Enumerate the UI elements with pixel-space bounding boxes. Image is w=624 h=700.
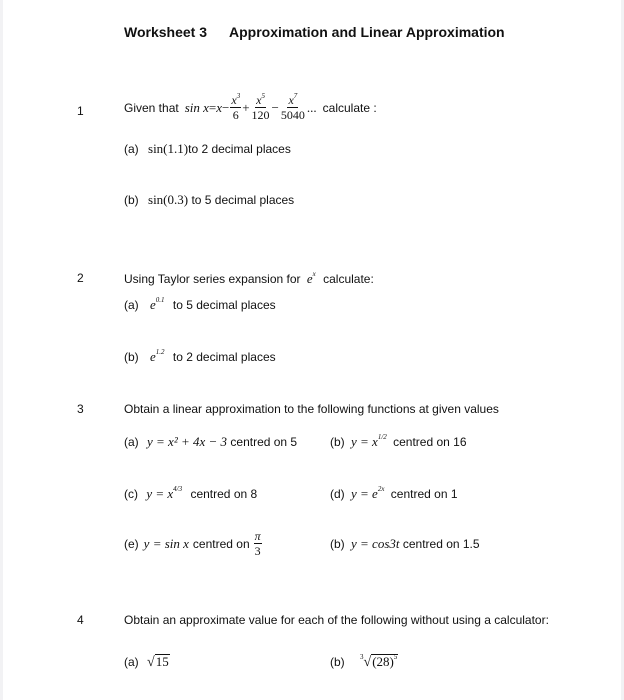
q2-part-a-base: e bbox=[150, 297, 156, 312]
q1-prompt-prefix: Given that bbox=[124, 101, 179, 115]
q4-part-a bbox=[124, 654, 170, 671]
q3-part-b-text: centred on 16 bbox=[393, 435, 467, 449]
q3-part-b-first bbox=[330, 434, 467, 450]
question-1-number: 1 bbox=[77, 104, 84, 118]
worksheet-label: Worksheet 3 bbox=[124, 24, 207, 40]
q2-prompt-suffix: calculate: bbox=[323, 272, 374, 286]
q2-part-a-label: (a) bbox=[124, 298, 139, 312]
question-3-prompt: Obtain a linear approximation to the following functions at given values bbox=[124, 402, 499, 416]
q1-part-b-text: to 5 decimal places bbox=[191, 193, 295, 207]
q1-part-b-label: (b) bbox=[124, 193, 139, 207]
question-3-number: 3 bbox=[77, 402, 84, 416]
question-4-prompt: Obtain an approximate value for each of the following without using a calculator: bbox=[124, 613, 549, 627]
question-2-number: 2 bbox=[77, 271, 84, 285]
q1-formula-minus-1: − bbox=[222, 100, 230, 115]
q3-part-c-exponent: 4/3 bbox=[173, 485, 183, 493]
question-4-number: 4 bbox=[77, 613, 84, 627]
q4-part-a-radicand: 15 bbox=[155, 654, 169, 669]
q3-part-b-exponent: 1/2 bbox=[377, 433, 387, 441]
q2-base-exp: x bbox=[312, 270, 316, 278]
q1-term-x5-over-120: $\frac{x^5}{120}$ bbox=[251, 92, 270, 122]
q3-part-d-exponent: 2x bbox=[377, 485, 385, 493]
q3-part-e bbox=[124, 526, 263, 562]
q3-part-d bbox=[330, 486, 458, 502]
q2-prompt-prefix: Using Taylor series expansion for bbox=[124, 272, 301, 286]
q3-part-c-label: (c) bbox=[124, 487, 138, 501]
q1-formula-x: x bbox=[216, 100, 223, 115]
q3-part-b-second bbox=[330, 536, 480, 552]
q3-part-a-expr: y = x² + 4x − 3 bbox=[147, 434, 228, 449]
q4-part-a-radical-sign: √ bbox=[147, 655, 155, 670]
q3-part-e-fraction: $\frac{\pi}{3}$ bbox=[254, 529, 261, 558]
q4-part-b-radicand: $(28)^5$ bbox=[372, 653, 398, 669]
q3-part-b2-text: centred on 1.5 bbox=[402, 537, 480, 551]
q4-part-b-radical-sign: √ bbox=[363, 655, 372, 670]
q3-part-b2-expr: y = cos3t bbox=[351, 536, 400, 551]
q1-term-x7-over-5040: $\frac{x^7}{5040}$ bbox=[280, 92, 305, 122]
q2-part-b bbox=[124, 349, 276, 365]
q4-part-a-label: (a) bbox=[124, 655, 139, 669]
q1-part-a-text: to 2 decimal places bbox=[188, 142, 291, 156]
q2-part-a-exp: 0.1 bbox=[155, 296, 165, 304]
q2-part-a-text: to 5 decimal places bbox=[172, 298, 276, 312]
q2-part-a bbox=[124, 297, 276, 313]
q3-part-e-text: centred on bbox=[192, 537, 250, 551]
q2-part-b-base: e bbox=[150, 349, 156, 364]
q3-part-d-label: (d) bbox=[330, 487, 345, 501]
q2-part-b-text: to 2 decimal places bbox=[172, 350, 276, 364]
q1-part-b bbox=[124, 192, 294, 208]
worksheet-topic: Approximation and Linear Approximation bbox=[229, 24, 505, 40]
q1-part-a-label: (a) bbox=[124, 142, 139, 156]
q3-part-d-text: centred on 1 bbox=[390, 487, 458, 501]
q3-part-c bbox=[124, 486, 257, 502]
q3-part-c-expr: y = x bbox=[146, 486, 174, 501]
q3-part-c-text: centred on 8 bbox=[190, 487, 258, 501]
q3-part-a-label: (a) bbox=[124, 435, 139, 449]
q3-part-b-label: (b) bbox=[330, 435, 345, 449]
q3-part-a bbox=[124, 434, 297, 450]
q3-part-d-expr: y = e bbox=[351, 486, 378, 501]
q2-base: e bbox=[306, 271, 313, 286]
q1-part-a bbox=[124, 141, 291, 157]
q1-prompt-suffix: calculate : bbox=[322, 101, 377, 115]
q3-part-a-text: centred on 5 bbox=[230, 435, 298, 449]
q1-formula-minus-2: − bbox=[271, 100, 279, 115]
q3-part-e-label: (e) bbox=[124, 537, 139, 551]
q3-part-e-expr: y = sin x bbox=[143, 536, 189, 551]
q2-part-b-exp: 1.2 bbox=[155, 348, 165, 356]
q4-part-b-label: (b) bbox=[330, 655, 345, 669]
q1-part-b-expr: sin(0.3) bbox=[148, 192, 189, 207]
q3-part-b2-label: (b) bbox=[330, 537, 345, 551]
q1-formula-eq: = bbox=[208, 100, 217, 115]
q1-formula-ellipsis: ... bbox=[306, 100, 317, 115]
q4-part-b-root-index: 3 bbox=[360, 653, 364, 661]
q2-part-b-label: (b) bbox=[124, 350, 139, 364]
q1-part-a-expr: sin(1.1) bbox=[148, 141, 189, 156]
question-1-prompt bbox=[124, 86, 377, 130]
q1-term-x3-over-6: $\frac{x^3}{6}$ bbox=[231, 92, 241, 122]
q1-formula-plus: + bbox=[242, 100, 250, 115]
q3-part-b-expr: y = x bbox=[351, 434, 378, 449]
worksheet-page bbox=[3, 0, 621, 700]
question-2-prompt bbox=[124, 271, 374, 287]
q1-formula-lhs: sin x bbox=[184, 100, 209, 115]
q4-part-b bbox=[330, 654, 398, 671]
